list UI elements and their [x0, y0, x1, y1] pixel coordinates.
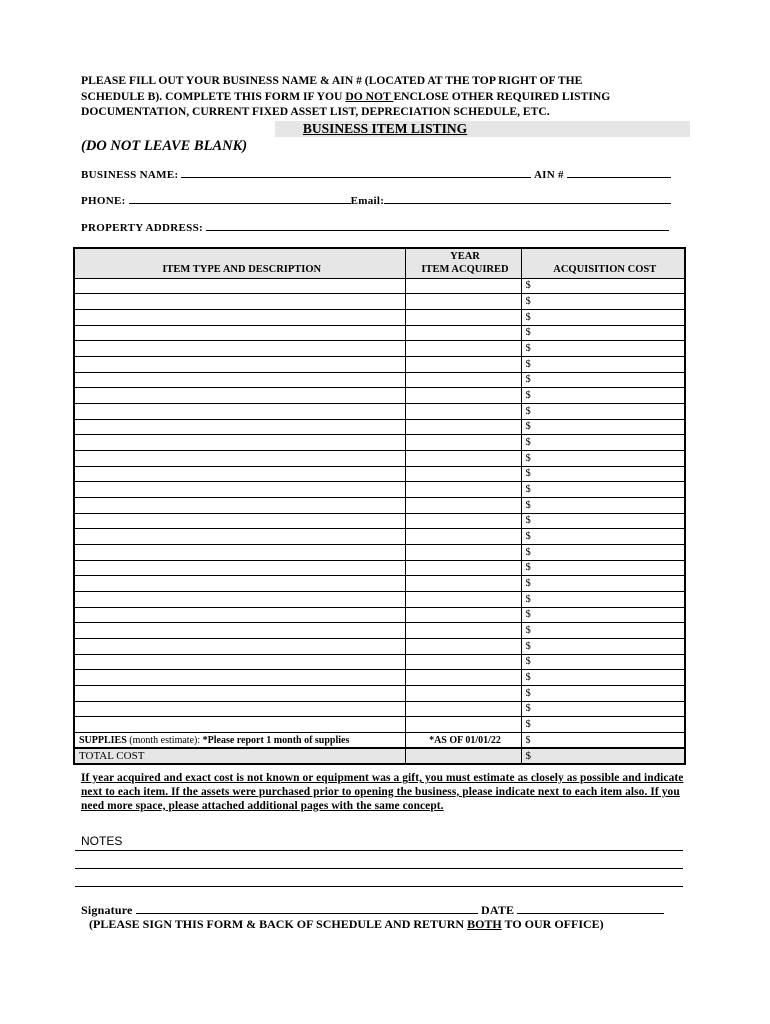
table-row [74, 278, 685, 294]
item-description-cell[interactable] [74, 701, 405, 717]
property-address-row [81, 221, 669, 235]
year-acquired-cell[interactable] [405, 372, 521, 388]
table-row [74, 607, 685, 623]
table-row [74, 560, 685, 576]
item-description-cell[interactable] [74, 341, 405, 357]
acquisition-cost-cell[interactable]: $ [521, 591, 685, 607]
item-description-cell[interactable] [74, 576, 405, 592]
supplies-note: *Please report 1 month of supplies [202, 734, 350, 746]
signature-label: Signature [81, 903, 133, 917]
acquisition-cost-cell[interactable]: $ [521, 356, 685, 372]
year-acquired-cell[interactable] [405, 309, 521, 325]
table-row [74, 638, 685, 654]
table-header-row [74, 248, 685, 278]
item-description-cell[interactable] [74, 482, 405, 498]
supplies-cost[interactable]: $ [521, 732, 685, 748]
col-header-year-line-2: ITEM ACQUIRED [421, 263, 509, 275]
table-row [74, 341, 685, 357]
table-row [74, 435, 685, 451]
item-description-cell[interactable] [74, 529, 405, 545]
item-description-cell[interactable] [74, 278, 405, 294]
acquisition-cost-cell[interactable]: $ [521, 544, 685, 560]
table-row [74, 685, 685, 701]
table-row [74, 466, 685, 482]
year-acquired-cell[interactable] [405, 529, 521, 545]
year-acquired-cell[interactable] [405, 356, 521, 372]
year-acquired-cell[interactable] [405, 435, 521, 451]
table-row [74, 419, 685, 435]
acquisition-cost-cell[interactable]: $ [521, 701, 685, 717]
intro-line-2 [81, 89, 681, 105]
acquisition-cost-cell[interactable]: $ [521, 560, 685, 576]
table-row [74, 294, 685, 310]
item-description-cell[interactable] [74, 717, 405, 733]
acquisition-cost-cell[interactable]: $ [521, 717, 685, 733]
year-acquired-cell[interactable] [405, 670, 521, 686]
do-not-leave-blank: (DO NOT LEAVE BLANK) [81, 138, 248, 154]
acquisition-cost-cell[interactable]: $ [521, 685, 685, 701]
table-row [74, 544, 685, 560]
col-header-year-line-1: YEAR [450, 250, 480, 262]
item-description-cell[interactable] [74, 372, 405, 388]
table-row [74, 576, 685, 592]
year-acquired-cell[interactable] [405, 638, 521, 654]
item-description-cell[interactable] [74, 685, 405, 701]
business-name-field[interactable] [181, 168, 531, 178]
date-label: DATE [481, 903, 515, 917]
year-acquired-cell[interactable] [405, 482, 521, 498]
business-name-row [81, 168, 671, 182]
total-label: TOTAL COST [74, 748, 405, 764]
phone-label: PHONE: [81, 195, 126, 207]
acquisition-cost-cell[interactable]: $ [521, 576, 685, 592]
notes-line-1[interactable] [75, 850, 683, 851]
item-description-cell[interactable] [74, 388, 405, 404]
table-row [74, 388, 685, 404]
table-row [74, 356, 685, 372]
notes-label: NOTES [81, 834, 123, 848]
acquisition-cost-cell[interactable]: $ [521, 419, 685, 435]
item-description-cell[interactable] [74, 497, 405, 513]
year-acquired-cell[interactable] [405, 701, 521, 717]
total-row [74, 748, 685, 764]
acquisition-cost-cell[interactable]: $ [521, 482, 685, 498]
supplies-label: SUPPLIES [79, 734, 127, 746]
item-description-cell[interactable] [74, 638, 405, 654]
year-acquired-cell[interactable] [405, 576, 521, 592]
item-description-cell[interactable] [74, 623, 405, 639]
col-header-year [405, 248, 521, 278]
business-name-label: BUSINESS NAME: [81, 169, 179, 181]
year-acquired-cell[interactable] [405, 450, 521, 466]
item-description-cell[interactable] [74, 403, 405, 419]
table-row [74, 325, 685, 341]
year-acquired-cell[interactable] [405, 513, 521, 529]
table-row [74, 482, 685, 498]
table-row [74, 529, 685, 545]
intro-line-2-start: SCHEDULE B). COMPLETE THIS FORM IF YOU [81, 89, 346, 103]
sign-instruction-end: TO OUR OFFICE) [501, 917, 604, 931]
acquisition-cost-cell[interactable]: $ [521, 309, 685, 325]
sign-instruction-both: BOTH [467, 917, 502, 931]
item-description-cell[interactable] [74, 466, 405, 482]
year-acquired-cell[interactable] [405, 560, 521, 576]
intro-line-2-end: ENCLOSE OTHER REQUIRED LISTING [393, 89, 611, 103]
year-acquired-cell[interactable] [405, 278, 521, 294]
table-row [74, 701, 685, 717]
table-row [74, 372, 685, 388]
acquisition-cost-cell[interactable]: $ [521, 341, 685, 357]
supplies-row [74, 732, 685, 748]
table-row [74, 450, 685, 466]
year-acquired-cell[interactable] [405, 654, 521, 670]
item-listing-table [73, 247, 686, 765]
table-row [74, 513, 685, 529]
year-acquired-cell[interactable] [405, 591, 521, 607]
acquisition-cost-cell[interactable]: $ [521, 278, 685, 294]
supplies-description[interactable] [74, 732, 405, 748]
item-description-cell[interactable] [74, 513, 405, 529]
email-field[interactable] [384, 194, 671, 204]
date-field[interactable] [517, 903, 664, 914]
acquisition-cost-cell[interactable]: $ [521, 466, 685, 482]
table-row [74, 591, 685, 607]
property-address-label: PROPERTY ADDRESS: [81, 222, 203, 234]
year-acquired-cell[interactable] [405, 403, 521, 419]
item-description-cell[interactable] [74, 419, 405, 435]
table-row [74, 717, 685, 733]
ain-field[interactable] [567, 168, 671, 178]
col-header-cost: ACQUISITION COST [521, 248, 685, 278]
year-acquired-cell[interactable] [405, 544, 521, 560]
total-year-cell [405, 748, 521, 764]
acquisition-cost-cell[interactable]: $ [521, 450, 685, 466]
year-acquired-cell[interactable] [405, 325, 521, 341]
table-row [74, 670, 685, 686]
acquisition-cost-cell[interactable]: $ [521, 623, 685, 639]
signature-field[interactable] [136, 903, 478, 914]
email-label: Email: [350, 195, 385, 207]
item-description-cell[interactable] [74, 544, 405, 560]
acquisition-cost-cell[interactable]: $ [521, 388, 685, 404]
notes-line-2[interactable] [75, 868, 683, 869]
supplies-year: *AS OF 01/01/22 [405, 732, 521, 748]
item-description-cell[interactable] [74, 591, 405, 607]
sign-instruction [89, 917, 604, 931]
year-acquired-cell[interactable] [405, 717, 521, 733]
property-address-field[interactable] [206, 221, 669, 231]
item-description-cell[interactable] [74, 607, 405, 623]
supplies-paren: (month estimate): [129, 734, 201, 746]
acquisition-cost-cell[interactable]: $ [521, 607, 685, 623]
notes-line-3[interactable] [75, 886, 683, 887]
year-acquired-cell[interactable] [405, 419, 521, 435]
item-description-cell[interactable] [74, 309, 405, 325]
year-acquired-cell[interactable] [405, 623, 521, 639]
intro-line-1: PLEASE FILL OUT YOUR BUSINESS NAME & AIN # (LOCATED AT THE TOP RIGHT OF THE [81, 74, 583, 87]
year-acquired-cell[interactable] [405, 466, 521, 482]
item-description-cell[interactable] [74, 325, 405, 341]
phone-email-row [81, 194, 671, 208]
acquisition-cost-cell[interactable]: $ [521, 325, 685, 341]
signature-row [81, 903, 664, 917]
table-row [74, 497, 685, 513]
acquisition-cost-cell[interactable]: $ [521, 513, 685, 529]
form-title: BUSINESS ITEM LISTING [302, 121, 468, 136]
intro-do-not: DO NOT [345, 89, 394, 103]
ain-label: AIN # [533, 169, 564, 181]
intro-line-3: DOCUMENTATION, CURRENT FIXED ASSET LIST, DEPRECIATION SCHEDULE, ETC. [81, 105, 550, 118]
acquisition-cost-cell[interactable]: $ [521, 529, 685, 545]
item-description-cell[interactable] [74, 670, 405, 686]
year-acquired-cell[interactable] [405, 607, 521, 623]
year-acquired-cell[interactable] [405, 341, 521, 357]
total-cost[interactable]: $ [521, 748, 685, 764]
table-row [74, 403, 685, 419]
item-description-cell[interactable] [74, 294, 405, 310]
table-row [74, 309, 685, 325]
year-acquired-cell[interactable] [405, 294, 521, 310]
intro-instructions [81, 73, 681, 120]
phone-field[interactable] [129, 194, 351, 204]
year-acquired-cell[interactable] [405, 388, 521, 404]
item-description-cell[interactable] [74, 560, 405, 576]
table-row [74, 623, 685, 639]
acquisition-cost-cell[interactable]: $ [521, 403, 685, 419]
item-description-cell[interactable] [74, 450, 405, 466]
acquisition-cost-cell[interactable]: $ [521, 654, 685, 670]
item-description-cell[interactable] [74, 654, 405, 670]
acquisition-cost-cell[interactable]: $ [521, 372, 685, 388]
table-row [74, 654, 685, 670]
year-acquired-cell[interactable] [405, 685, 521, 701]
col-header-item: ITEM TYPE AND DESCRIPTION [74, 248, 405, 278]
item-description-cell[interactable] [74, 356, 405, 372]
acquisition-cost-cell[interactable]: $ [521, 670, 685, 686]
year-acquired-cell[interactable] [405, 497, 521, 513]
estimate-note: If year acquired and exact cost is not known or equipment was a gift, you must estimate as closely as possible and indicate next to each item. If the assets were purchased prior to opening the business, please indicate next to each item also. If you need more space, please attached additional pages with the same concept. [81, 772, 684, 812]
acquisition-cost-cell[interactable]: $ [521, 294, 685, 310]
sign-instruction-start: (PLEASE SIGN THIS FORM & BACK OF SCHEDULE AND RETURN [89, 917, 468, 931]
acquisition-cost-cell[interactable]: $ [521, 638, 685, 654]
acquisition-cost-cell[interactable]: $ [521, 497, 685, 513]
acquisition-cost-cell[interactable]: $ [521, 435, 685, 451]
item-description-cell[interactable] [74, 435, 405, 451]
